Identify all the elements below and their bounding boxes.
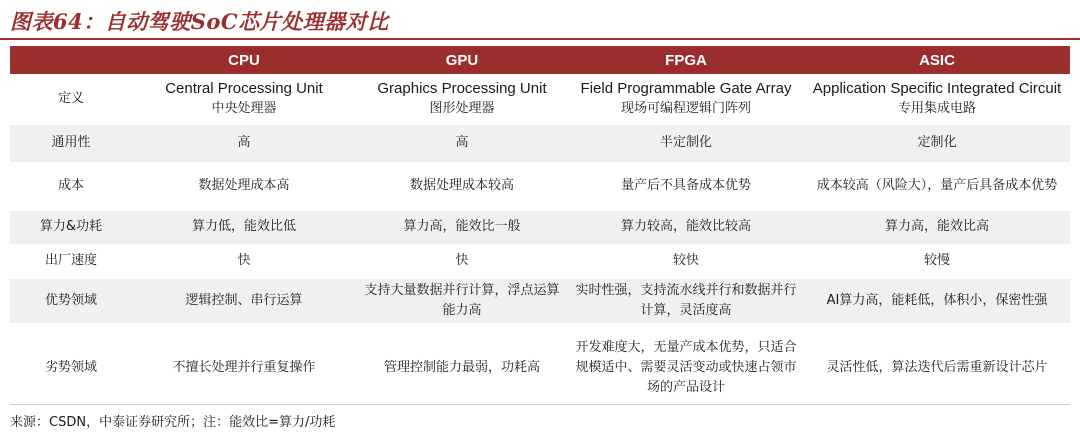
table-cell: 算力高，能效比一般: [356, 210, 568, 244]
header-cell-fpga: FPGA: [568, 46, 804, 74]
table-cell: 成本较高（风险大），量产后具备成本优势: [804, 162, 1070, 210]
table-row-ship-speed: [10, 244, 1070, 278]
table-cell: 开发难度大，无量产成本优势，只适合规模适中、需要灵活变动或快速占领市场的产品设计: [568, 323, 804, 413]
header-cell-empty: [10, 46, 132, 74]
table-cell: AI算力高，能耗低，体积小，保密性强: [804, 278, 1070, 323]
row-label: 定义: [10, 74, 132, 124]
cell-english: Graphics Processing Unit: [377, 79, 547, 97]
table-cell: 数据处理成本高: [132, 162, 356, 210]
table-row-generality: [10, 124, 1070, 162]
table-cell: 定制化: [804, 124, 1070, 162]
table-row-strengths: [10, 278, 1070, 323]
row-label: 成本: [10, 162, 132, 210]
table-row-cost: [10, 162, 1070, 210]
table-cell: [568, 74, 804, 124]
table-cell: [804, 74, 1070, 124]
table-cell: 管理控制能力最弱，功耗高: [356, 323, 568, 413]
table-header-row: [10, 46, 1070, 74]
table-cell: 高: [132, 124, 356, 162]
cell-chinese: 中央处理器: [211, 100, 277, 116]
cell-english: Field Programmable Gate Array: [580, 79, 792, 97]
table-cell: 算力较高，能效比较高: [568, 210, 804, 244]
table-cell: 算力低，能效比低: [132, 210, 356, 244]
table-cell: 实时性强，支持流水线并行和数据并行计算，灵活度高: [568, 278, 804, 323]
header-cell-gpu: GPU: [356, 46, 568, 74]
header-cell-cpu: CPU: [132, 46, 356, 74]
table-cell: [356, 74, 568, 124]
cell-english: Central Processing Unit: [165, 79, 323, 97]
table-cell: 快: [132, 244, 356, 278]
table-cell: 支持大量数据并行计算，浮点运算能力高: [356, 278, 568, 323]
table-cell: 算力高，能效比高: [804, 210, 1070, 244]
row-label: 通用性: [10, 124, 132, 162]
figure-title: 图表64：自动驾驶SoC芯片处理器对比: [10, 9, 389, 34]
row-label: 优势领域: [10, 278, 132, 323]
row-label: 劣势领域: [10, 323, 132, 413]
table-cell: 数据处理成本较高: [356, 162, 568, 210]
table-cell: 高: [356, 124, 568, 162]
table-row-weaknesses: [10, 323, 1070, 413]
table-cell: 灵活性低，算法迭代后需重新设计芯片: [804, 323, 1070, 413]
cell-chinese: 图形处理器: [429, 100, 495, 116]
source-note: 来源：CSDN，中泰证券研究所；注：能效比=算力/功耗: [10, 415, 336, 430]
row-label: 出厂速度: [10, 244, 132, 278]
table-row-definition: [10, 74, 1070, 124]
table-cell: 不擅长处理并行重复操作: [132, 323, 356, 413]
comparison-table: [10, 46, 1070, 414]
title-bar: [0, 0, 1080, 40]
row-label: 算力&功耗: [10, 210, 132, 244]
table-cell: 逻辑控制、串行运算: [132, 278, 356, 323]
cell-chinese: 现场可编程逻辑门阵列: [620, 100, 751, 116]
table-cell: 较快: [568, 244, 804, 278]
cell-chinese: 专用集成电路: [897, 100, 976, 116]
table-row-compute-power: [10, 210, 1070, 244]
table-cell: 较慢: [804, 244, 1070, 278]
table-cell: 量产后不具备成本优势: [568, 162, 804, 210]
table-cell: 半定制化: [568, 124, 804, 162]
cell-english: Application Specific Integrated Circuit: [812, 79, 1062, 97]
header-cell-asic: ASIC: [804, 46, 1070, 74]
table-cell: 快: [356, 244, 568, 278]
table-cell: [132, 74, 356, 124]
source-divider: [10, 404, 1070, 405]
